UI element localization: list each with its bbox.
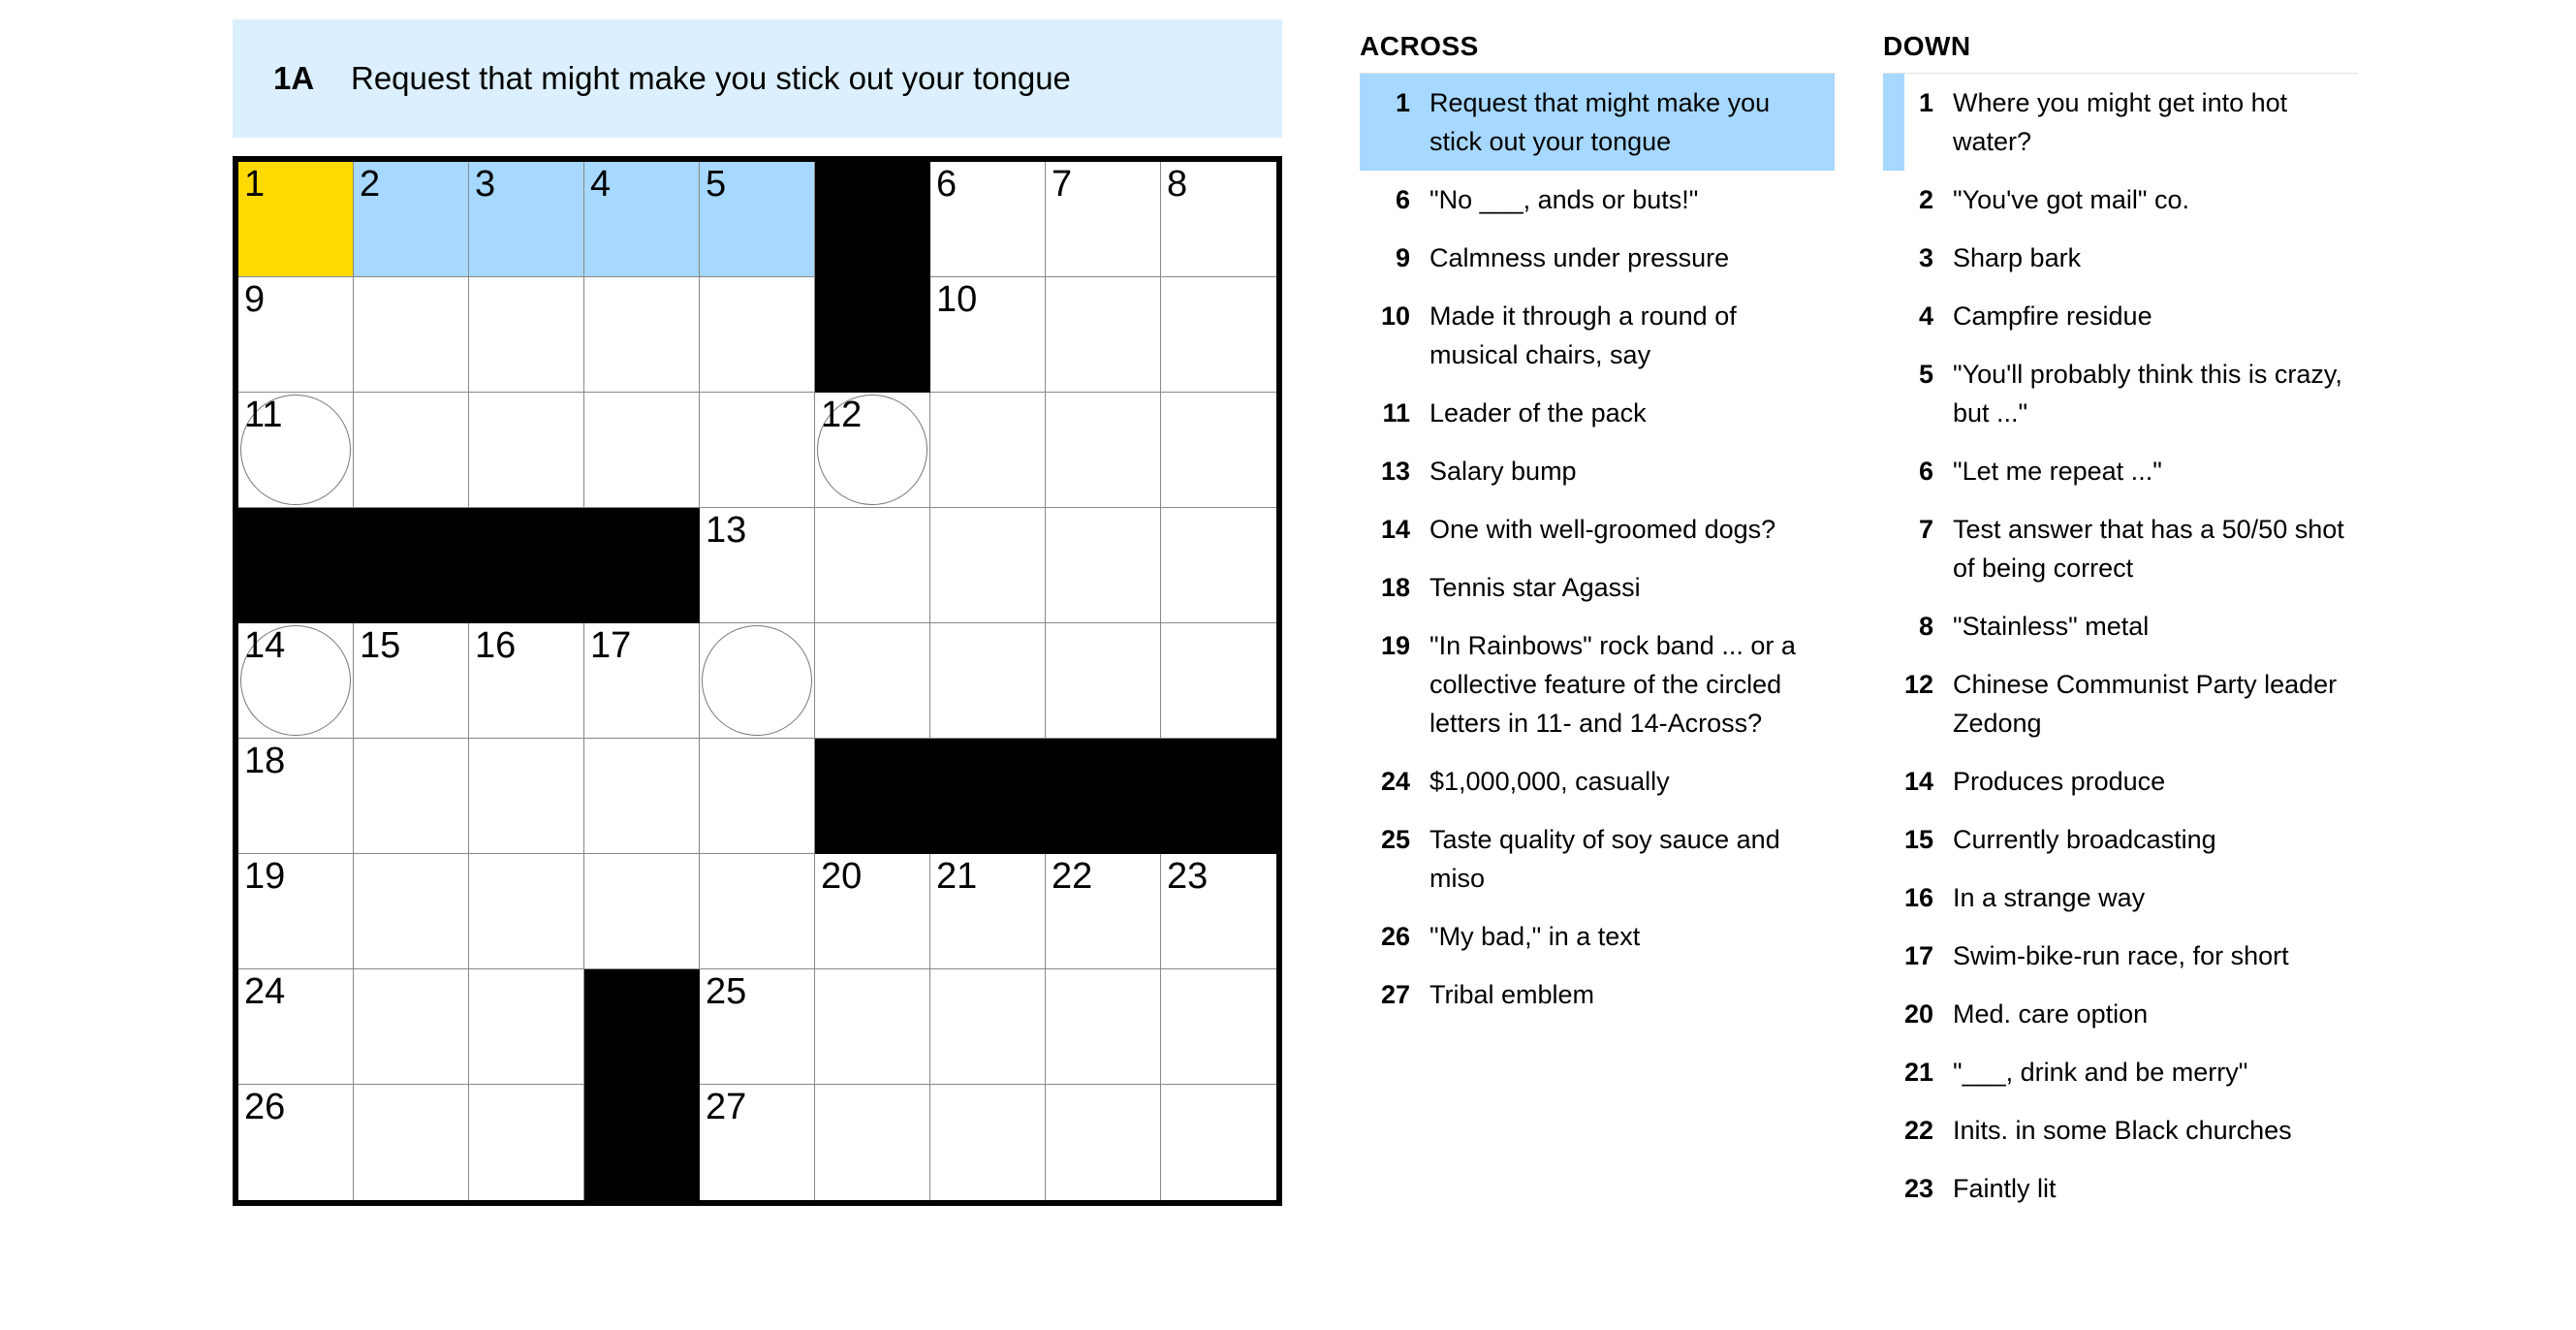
grid-cell[interactable] — [930, 508, 1046, 623]
clue-text: "My bad," in a text — [1429, 922, 1641, 951]
clue-number: 22 — [1903, 1116, 1933, 1145]
black-square — [584, 969, 700, 1085]
grid-cell[interactable] — [930, 854, 1046, 969]
down-clue-item[interactable] — [1883, 229, 2358, 287]
cell-number: 25 — [706, 971, 747, 1012]
clue-text: "Stainless" metal — [1953, 612, 2150, 641]
grid-cell[interactable] — [930, 162, 1046, 277]
grid-cell[interactable] — [354, 277, 469, 393]
grid-cell[interactable] — [238, 1085, 354, 1200]
clue-text: Calmness under pressure — [1429, 243, 1730, 272]
down-clue-item[interactable] — [1883, 442, 2358, 500]
grid-cell[interactable] — [584, 162, 700, 277]
clue-text: Faintly lit — [1953, 1174, 2057, 1203]
grid-cell[interactable] — [700, 739, 815, 854]
down-clue-item[interactable] — [1883, 1159, 2358, 1218]
clue-text: Swim-bike-run race, for short — [1953, 941, 2289, 970]
down-clue-list — [1883, 74, 2358, 1218]
clue-text: Taste quality of soy sauce and miso — [1429, 825, 1780, 893]
grid-cell[interactable] — [815, 969, 930, 1085]
clue-text: Produces produce — [1953, 767, 2166, 796]
grid-cell[interactable] — [584, 623, 700, 739]
across-clue-item[interactable] — [1360, 74, 1835, 171]
clue-number: 24 — [1380, 767, 1410, 796]
cell-number: 26 — [244, 1087, 286, 1127]
clue-number: 17 — [1903, 941, 1933, 970]
down-heading: DOWN — [1883, 27, 2358, 74]
grid-cell[interactable] — [1161, 969, 1276, 1085]
black-square — [815, 739, 930, 854]
cell-number: 15 — [360, 625, 401, 666]
clue-number: 25 — [1380, 825, 1410, 854]
grid-cell[interactable] — [700, 854, 815, 969]
grid-cell[interactable] — [1046, 162, 1161, 277]
clue-number: 14 — [1903, 767, 1933, 796]
clue-number: 19 — [1380, 631, 1410, 660]
grid-cell[interactable] — [584, 739, 700, 854]
across-clue-item[interactable] — [1360, 500, 1835, 558]
down-clue-item[interactable] — [1883, 927, 2358, 985]
clue-text: Med. care option — [1953, 999, 2149, 1029]
grid-cell[interactable] — [584, 393, 700, 508]
grid-cell[interactable] — [1161, 623, 1276, 739]
across-clue-item[interactable] — [1360, 966, 1835, 1024]
clue-text: Test answer that has a 50/50 shot of being correct — [1953, 515, 2344, 583]
clue-text: $1,000,000, casually — [1429, 767, 1670, 796]
grid-cell[interactable] — [815, 854, 930, 969]
grid-cell[interactable] — [469, 393, 584, 508]
grid-cell[interactable] — [238, 969, 354, 1085]
down-clue-item[interactable] — [1883, 597, 2358, 655]
clue-text: Inits. in some Black churches — [1953, 1116, 2292, 1145]
grid-cell[interactable] — [1161, 1085, 1276, 1200]
clue-text: "No ___, ands or buts!" — [1429, 185, 1699, 214]
cell-number: 11 — [244, 395, 283, 435]
grid-cell[interactable] — [930, 1085, 1046, 1200]
grid-cell[interactable] — [930, 623, 1046, 739]
grid-cell[interactable] — [1161, 508, 1276, 623]
grid-cell[interactable] — [1161, 277, 1276, 393]
cell-number: 10 — [936, 279, 978, 320]
grid-cell[interactable] — [354, 623, 469, 739]
grid-cell[interactable] — [469, 1085, 584, 1200]
down-clue-item[interactable] — [1883, 1101, 2358, 1159]
clue-number: 1 — [1918, 88, 1933, 117]
cell-number: 7 — [1052, 164, 1073, 205]
clue-number: 13 — [1380, 457, 1410, 486]
grid-cell[interactable] — [930, 393, 1046, 508]
cell-number: 12 — [821, 395, 863, 435]
crossword-grid — [233, 156, 1282, 1206]
current-clue-number: 1A — [273, 60, 315, 96]
grid-cell[interactable] — [238, 623, 354, 739]
grid-cell[interactable] — [584, 854, 700, 969]
clue-text: Campfire residue — [1953, 301, 2152, 331]
cell-number: 14 — [244, 625, 286, 666]
black-square — [238, 508, 354, 623]
grid-cell[interactable] — [1046, 854, 1161, 969]
grid-cell[interactable] — [354, 1085, 469, 1200]
clue-number: 3 — [1918, 243, 1933, 272]
clue-text: Salary bump — [1429, 457, 1577, 486]
clue-text: Chinese Communist Party leader Zedong — [1953, 670, 2338, 738]
clue-number: 27 — [1380, 980, 1410, 1009]
grid-cell[interactable] — [354, 162, 469, 277]
grid-cell[interactable] — [238, 277, 354, 393]
black-square — [1161, 739, 1276, 854]
clue-number: 14 — [1380, 515, 1410, 544]
cell-number: 8 — [1167, 164, 1188, 205]
cell-number: 24 — [244, 971, 286, 1012]
grid-cell[interactable] — [238, 162, 354, 277]
down-clue-item[interactable] — [1883, 171, 2358, 229]
clue-number: 11 — [1382, 398, 1410, 428]
clue-number: 21 — [1903, 1058, 1933, 1087]
black-square — [354, 508, 469, 623]
black-square — [930, 739, 1046, 854]
down-clue-item[interactable] — [1883, 752, 2358, 810]
grid-cell[interactable] — [1046, 393, 1161, 508]
down-clue-item[interactable] — [1883, 500, 2358, 597]
cell-number: 1 — [244, 164, 266, 205]
grid-cell[interactable] — [469, 277, 584, 393]
clue-text: "Let me repeat ..." — [1953, 457, 2162, 486]
grid-cell[interactable] — [1046, 277, 1161, 393]
down-clue-item[interactable] — [1883, 287, 2358, 345]
black-square — [584, 1085, 700, 1200]
grid-cell[interactable] — [584, 277, 700, 393]
grid-cell[interactable] — [1161, 854, 1276, 969]
clue-number: 6 — [1395, 185, 1410, 214]
down-clue-item[interactable] — [1883, 655, 2358, 752]
grid-cell[interactable] — [1046, 969, 1161, 1085]
black-square — [469, 508, 584, 623]
clue-text: Where you might get into hot water? — [1953, 88, 2288, 156]
clue-text: Sharp bark — [1953, 243, 2082, 272]
across-clue-item[interactable] — [1360, 810, 1835, 907]
down-clue-item[interactable] — [1883, 985, 2358, 1043]
grid-cell[interactable] — [238, 739, 354, 854]
grid-cell[interactable] — [930, 969, 1046, 1085]
across-heading: ACROSS — [1360, 27, 1835, 74]
clue-number: 2 — [1918, 185, 1933, 214]
clue-number: 6 — [1918, 457, 1933, 486]
clue-number: 1 — [1395, 88, 1410, 117]
clue-number: 7 — [1918, 515, 1933, 544]
clue-number: 23 — [1903, 1174, 1933, 1203]
across-clue-item[interactable] — [1360, 287, 1835, 384]
cell-number: 2 — [360, 164, 381, 205]
black-square — [1046, 739, 1161, 854]
cell-number: 9 — [244, 279, 266, 320]
clue-text: One with well-groomed dogs? — [1429, 515, 1776, 544]
across-clue-item[interactable] — [1360, 907, 1835, 966]
grid-cell[interactable] — [1161, 162, 1276, 277]
down-clues-panel — [1883, 27, 2358, 1218]
clue-text: Currently broadcasting — [1953, 825, 2216, 854]
cell-number: 18 — [244, 741, 286, 781]
clue-number: 26 — [1380, 922, 1410, 951]
clue-number: 18 — [1380, 573, 1410, 602]
current-clue-bar — [233, 19, 1282, 138]
cell-number: 4 — [590, 164, 612, 205]
grid-cell[interactable] — [469, 969, 584, 1085]
grid-cell[interactable] — [930, 277, 1046, 393]
clue-text: "You'll probably think this is crazy, but ..." — [1953, 360, 2342, 428]
grid-cell[interactable] — [700, 277, 815, 393]
across-clues-panel — [1360, 27, 1835, 1024]
down-clue-item[interactable] — [1883, 345, 2358, 442]
clue-text: Made it through a round of musical chairs, say — [1429, 301, 1737, 369]
clue-number: 15 — [1903, 825, 1933, 854]
clue-text: "___, drink and be merry" — [1953, 1058, 2248, 1087]
across-clue-item[interactable] — [1360, 384, 1835, 442]
cell-number: 6 — [936, 164, 958, 205]
grid-cell[interactable] — [354, 739, 469, 854]
grid-cell[interactable] — [469, 739, 584, 854]
grid-cell[interactable] — [469, 854, 584, 969]
grid-cell[interactable] — [815, 1085, 930, 1200]
grid-cell[interactable] — [700, 1085, 815, 1200]
down-clue-item[interactable] — [1883, 74, 2358, 171]
grid-cell[interactable] — [469, 623, 584, 739]
grid-cell[interactable] — [469, 162, 584, 277]
grid-cell[interactable] — [815, 393, 930, 508]
cell-number: 5 — [706, 164, 727, 205]
grid-cell[interactable] — [238, 393, 354, 508]
across-clue-item[interactable] — [1360, 617, 1835, 752]
grid-cell[interactable] — [1046, 508, 1161, 623]
grid-cell[interactable] — [815, 623, 930, 739]
clue-number: 20 — [1903, 999, 1933, 1029]
grid-cell[interactable] — [354, 969, 469, 1085]
across-clue-item[interactable] — [1360, 752, 1835, 810]
black-square — [815, 162, 930, 277]
grid-cell[interactable] — [700, 623, 815, 739]
clue-text: Leader of the pack — [1429, 398, 1647, 428]
current-clue-text: Request that might make you stick out your tongue — [351, 60, 1071, 96]
clue-number: 4 — [1918, 301, 1933, 331]
cell-number: 19 — [244, 856, 286, 897]
circled-cell-marker — [702, 625, 812, 736]
cell-number: 17 — [590, 625, 632, 666]
grid-cell[interactable] — [1046, 1085, 1161, 1200]
down-clue-item[interactable] — [1883, 1043, 2358, 1101]
down-clue-item[interactable] — [1883, 869, 2358, 927]
cell-number: 21 — [936, 856, 978, 897]
cell-number: 27 — [706, 1087, 747, 1127]
across-clue-item[interactable] — [1360, 229, 1835, 287]
cell-number: 22 — [1052, 856, 1093, 897]
across-clue-list — [1360, 74, 1835, 1024]
clue-number: 8 — [1918, 612, 1933, 641]
clue-number: 12 — [1903, 670, 1933, 699]
cell-number: 16 — [475, 625, 517, 666]
grid-cell[interactable] — [700, 508, 815, 623]
clue-number: 16 — [1903, 883, 1933, 912]
clue-text: In a strange way — [1953, 883, 2146, 912]
grid-cell[interactable] — [700, 969, 815, 1085]
grid-cell[interactable] — [700, 162, 815, 277]
clue-number: 5 — [1918, 360, 1933, 389]
grid-cell[interactable] — [815, 508, 930, 623]
black-square — [584, 508, 700, 623]
black-square — [815, 277, 930, 393]
clue-number: 10 — [1380, 301, 1410, 331]
cell-number: 20 — [821, 856, 863, 897]
grid-cell[interactable] — [1161, 393, 1276, 508]
grid-cell[interactable] — [354, 393, 469, 508]
down-clue-item[interactable] — [1883, 810, 2358, 869]
across-clue-item[interactable] — [1360, 171, 1835, 229]
grid-cell[interactable] — [700, 393, 815, 508]
cell-number: 3 — [475, 164, 496, 205]
cell-number: 23 — [1167, 856, 1209, 897]
clue-text: "In Rainbows" rock band ... or a collective feature of the circled letters in 11- and 14-Across? — [1429, 631, 1796, 738]
clue-text: Request that might make you stick out your tongue — [1429, 88, 1771, 156]
grid-cell[interactable] — [354, 854, 469, 969]
grid-cell[interactable] — [1046, 623, 1161, 739]
clue-text: Tennis star Agassi — [1429, 573, 1641, 602]
across-clue-item[interactable] — [1360, 558, 1835, 617]
across-clue-item[interactable] — [1360, 442, 1835, 500]
clue-text: "You've got mail" co. — [1953, 185, 2189, 214]
cell-number: 13 — [706, 510, 747, 551]
clue-number: 9 — [1395, 243, 1410, 272]
clue-text: Tribal emblem — [1429, 980, 1595, 1009]
grid-cell[interactable] — [238, 854, 354, 969]
